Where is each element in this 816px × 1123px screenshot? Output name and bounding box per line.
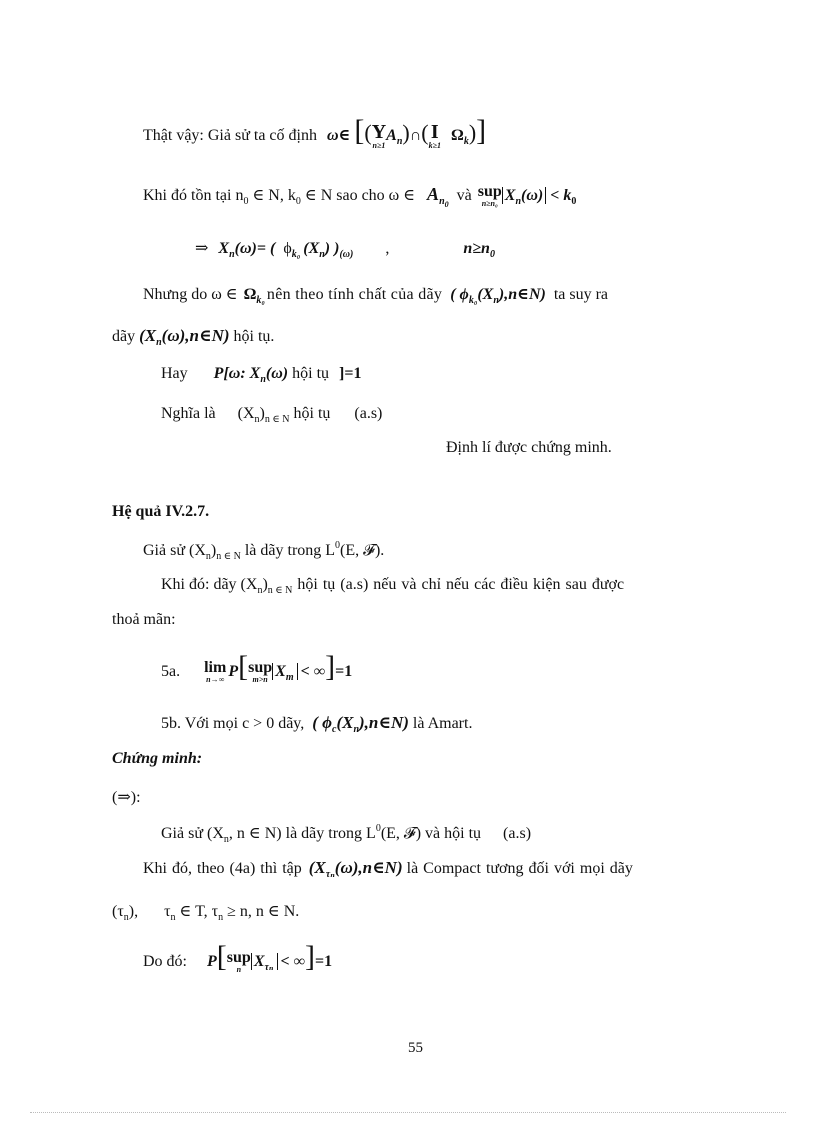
lim-operator: lim n→∞ bbox=[204, 659, 227, 685]
line-hay bbox=[161, 365, 361, 385]
phi: ϕ bbox=[283, 240, 292, 257]
text-infer: ta suy ra bbox=[553, 286, 609, 303]
line-exists-n0 bbox=[143, 184, 576, 209]
meaning-X: (X bbox=[237, 405, 255, 422]
seq-X: (X bbox=[139, 326, 157, 345]
p5-text: Do đó: bbox=[143, 953, 187, 970]
text-mid2: ∈ N sao cho ω ∈ bbox=[300, 187, 416, 204]
set-A-n0-subsub: 0 bbox=[444, 200, 449, 209]
text-but: Nhưng do ω ∈ bbox=[143, 286, 238, 303]
c1-sub: n bbox=[205, 551, 211, 562]
text-5b: 5b. Với mọi c > 0 dãy, bbox=[161, 715, 305, 732]
Xn-sub: n bbox=[229, 249, 235, 260]
line-fix-omega bbox=[143, 116, 486, 150]
seq-phi-c-arg-sub: n bbox=[353, 724, 360, 735]
seq-phi-end: ),n∈N) bbox=[498, 286, 546, 303]
omega-in: ω∈ bbox=[326, 127, 351, 144]
line-implies bbox=[195, 238, 495, 260]
seq-phi-c-end: ),n∈N) bbox=[359, 713, 409, 732]
c2-sub2: n ∈ N bbox=[267, 585, 293, 596]
text-property: nên theo tính chất của dãy bbox=[266, 286, 443, 303]
text-meaning: Nghĩa là bbox=[161, 405, 216, 422]
text-ht: hội tụ bbox=[292, 365, 330, 382]
p4-text4: ∈ T, τ bbox=[175, 903, 219, 920]
seq-X-sub: n bbox=[156, 337, 162, 348]
line-but bbox=[143, 284, 723, 306]
p4-text3: τ bbox=[164, 903, 171, 920]
c2-text2: ) bbox=[262, 576, 268, 593]
eq-1-5a: =1 bbox=[335, 663, 353, 680]
meaning-X-sub: n bbox=[254, 414, 260, 425]
prob-arg-sub: n bbox=[260, 374, 266, 385]
line-proof-suppose bbox=[161, 823, 531, 845]
c1-text2: ) bbox=[210, 542, 217, 559]
cond-n-sub: 0 bbox=[489, 249, 495, 260]
phi-end: ) ) bbox=[324, 240, 340, 257]
lt-k: < k bbox=[550, 187, 572, 204]
set-A-n0-sub: n bbox=[439, 196, 445, 207]
p4-text1: (τ bbox=[112, 903, 124, 920]
set-A: A bbox=[386, 127, 397, 144]
intersection-operator: I k≥1 bbox=[428, 121, 442, 151]
prob-end: ]=1 bbox=[339, 365, 362, 382]
c3-text: thoả mãn: bbox=[112, 611, 176, 628]
p2-as: (a.s) bbox=[503, 825, 532, 842]
line-compact bbox=[143, 858, 723, 880]
line-therefore bbox=[143, 942, 332, 974]
bracket-open-p5: [ bbox=[216, 940, 227, 973]
prob-P: P bbox=[213, 365, 224, 382]
proof-heading bbox=[112, 750, 202, 768]
line-tau bbox=[112, 901, 299, 923]
paren-open: ( bbox=[364, 120, 372, 145]
p4-text5: ≥ n, n ∈ N. bbox=[223, 903, 300, 920]
p4-text2: ), bbox=[128, 903, 139, 920]
text-as: (a.s) bbox=[354, 405, 383, 422]
line-proved bbox=[446, 439, 612, 457]
c2-text1: Khi đó: dãy (X bbox=[161, 576, 258, 593]
text-proved: Định lí được chứng minh. bbox=[446, 439, 612, 456]
bracket-close-5a: ] bbox=[325, 650, 336, 683]
implies-arrow: ⇒ bbox=[195, 240, 209, 257]
cond-n: n≥n bbox=[463, 240, 490, 257]
paren-close-2: ) bbox=[468, 120, 477, 145]
norm-Xn: $X_n(\omega)$ bbox=[502, 187, 546, 204]
sup-operator: sup n≥n₀ bbox=[477, 183, 502, 209]
phi-sub: k₀ bbox=[291, 249, 301, 260]
abs-Xtau: $X_{\tau_n}$ bbox=[251, 953, 276, 970]
c1-text3: là dãy trong L bbox=[240, 542, 336, 559]
union-operator: Y n≥1 bbox=[371, 121, 387, 151]
seq-phi-c-arg: (X bbox=[336, 713, 354, 732]
seq-X-end: (ω),n∈N) bbox=[161, 326, 230, 345]
Xn: X bbox=[218, 240, 230, 257]
line-suppose bbox=[143, 540, 384, 562]
omega-k0: Ω bbox=[243, 286, 257, 303]
omega-set: Ω bbox=[451, 127, 464, 144]
abs-Xm: $X_m$ bbox=[272, 663, 295, 680]
prob-arg-end: (ω) bbox=[265, 365, 289, 382]
paren-open-2: ( bbox=[421, 120, 429, 145]
seq-Xtau-sub: τₙ bbox=[325, 869, 335, 880]
phi-arg-sub: n bbox=[319, 249, 325, 260]
c2-text3: hội tụ (a.s) nếu và chỉ nếu các điều kiện sau được bbox=[292, 576, 625, 593]
page-number bbox=[408, 1040, 423, 1057]
eq-part: (ω)= ( bbox=[234, 240, 276, 257]
text-exists: Khi đó tồn tại n bbox=[143, 187, 244, 204]
p2-text3: (E, 𝓕) và hội tụ bbox=[380, 825, 482, 842]
seq-phi-c-sub: c bbox=[332, 724, 337, 735]
omega-k0-sub: k₀ bbox=[256, 295, 265, 306]
text-hay: Hay bbox=[161, 365, 188, 382]
seq-phi-arg: (X bbox=[477, 286, 494, 303]
seq-phi-sub: k₀ bbox=[468, 295, 478, 306]
c1-sub2: n ∈ N bbox=[216, 551, 241, 562]
meaning-X2-sub: n ∈ N bbox=[264, 414, 290, 425]
prob-arg: [ω: X bbox=[223, 365, 261, 382]
p4-sub2: n bbox=[170, 912, 176, 923]
p3-text2: là Compact tương đối với mọi dãy bbox=[406, 860, 633, 877]
paren-close: ) bbox=[402, 120, 410, 145]
sup-operator-5a: sup m>n bbox=[248, 659, 273, 685]
label-5a: 5a. bbox=[161, 663, 181, 680]
outer-bracket-open: [ bbox=[354, 114, 365, 147]
set-A-sub: n bbox=[396, 136, 403, 147]
proof-title: Chứng minh: bbox=[112, 750, 203, 767]
corollary-title: Hệ quả IV.2.7. bbox=[112, 503, 210, 520]
line-sequence-converges bbox=[112, 326, 274, 348]
text-ht2: hội tụ bbox=[293, 405, 331, 422]
comma: , bbox=[385, 240, 390, 257]
meaning-X2: ) bbox=[259, 405, 265, 422]
forward-direction: (⇒): bbox=[112, 789, 141, 806]
text-converges: hội tụ. bbox=[233, 328, 275, 345]
bracket-open-5a: [ bbox=[238, 650, 249, 683]
p2-text1: Giả sử (X bbox=[161, 825, 224, 842]
k0-sub: 0 bbox=[295, 196, 301, 207]
phi-arg: (X bbox=[303, 240, 320, 257]
text-va: và bbox=[456, 187, 472, 204]
lt-infinity: < ∞ bbox=[297, 663, 326, 680]
outer-bracket-close: ] bbox=[476, 114, 487, 147]
p4-sub: n bbox=[123, 912, 129, 923]
sup-operator-p5: sup n bbox=[226, 949, 251, 975]
p3-text1: Khi đó, theo (4a) thì tập bbox=[143, 860, 302, 877]
c1-sup: 0 bbox=[335, 540, 341, 551]
seq-Xtau: (X bbox=[308, 858, 326, 877]
prob-P-5a: P bbox=[228, 663, 239, 680]
seq-phi-c: ( ϕ bbox=[312, 713, 332, 732]
p2-sub: n bbox=[223, 834, 229, 845]
p2-sup: 0 bbox=[375, 823, 381, 834]
condition-5b bbox=[161, 713, 472, 735]
lt-k-sub: 0 bbox=[571, 196, 577, 207]
seq-Xtau-end: (ω),n∈N) bbox=[334, 858, 403, 877]
text-day: dãy bbox=[112, 328, 136, 345]
p2-text2: , n ∈ N) là dãy trong L bbox=[228, 825, 376, 842]
prob-P-p5: P bbox=[207, 953, 217, 970]
condition-5a bbox=[161, 652, 352, 684]
text-amart: là Amart. bbox=[412, 715, 473, 732]
p4-sub3: n bbox=[218, 912, 224, 923]
intersection-sign: ∩ bbox=[409, 127, 422, 144]
page-number-text: 55 bbox=[408, 1040, 423, 1056]
line-meaning bbox=[161, 405, 382, 425]
text-fix-omega: Thật vậy: Giả sử ta cố định bbox=[143, 127, 317, 144]
seq-phi: ( ϕ bbox=[450, 286, 469, 303]
omega-set-sub: k bbox=[463, 136, 469, 147]
page-bottom-rule bbox=[30, 1112, 786, 1113]
c2-sub: n bbox=[257, 585, 263, 596]
phi-end-sub: (ω) bbox=[339, 249, 354, 260]
seq-phi-arg-sub: n bbox=[493, 295, 499, 306]
eq-1-p5: =1 bbox=[315, 953, 333, 970]
n0-sub: 0 bbox=[243, 196, 249, 207]
line-forward bbox=[112, 787, 141, 807]
corollary-heading bbox=[112, 503, 209, 521]
line-satisfied bbox=[112, 611, 176, 629]
set-A-n0: A bbox=[427, 184, 440, 204]
c1-text1: Giả sử (X bbox=[143, 542, 206, 559]
lt-infinity-p5: < ∞ bbox=[277, 953, 306, 970]
c1-text4: (E, 𝓕). bbox=[340, 542, 385, 559]
line-iff bbox=[161, 576, 701, 596]
bracket-close-p5: ] bbox=[305, 940, 316, 973]
text-mid: ∈ N, k bbox=[248, 187, 296, 204]
